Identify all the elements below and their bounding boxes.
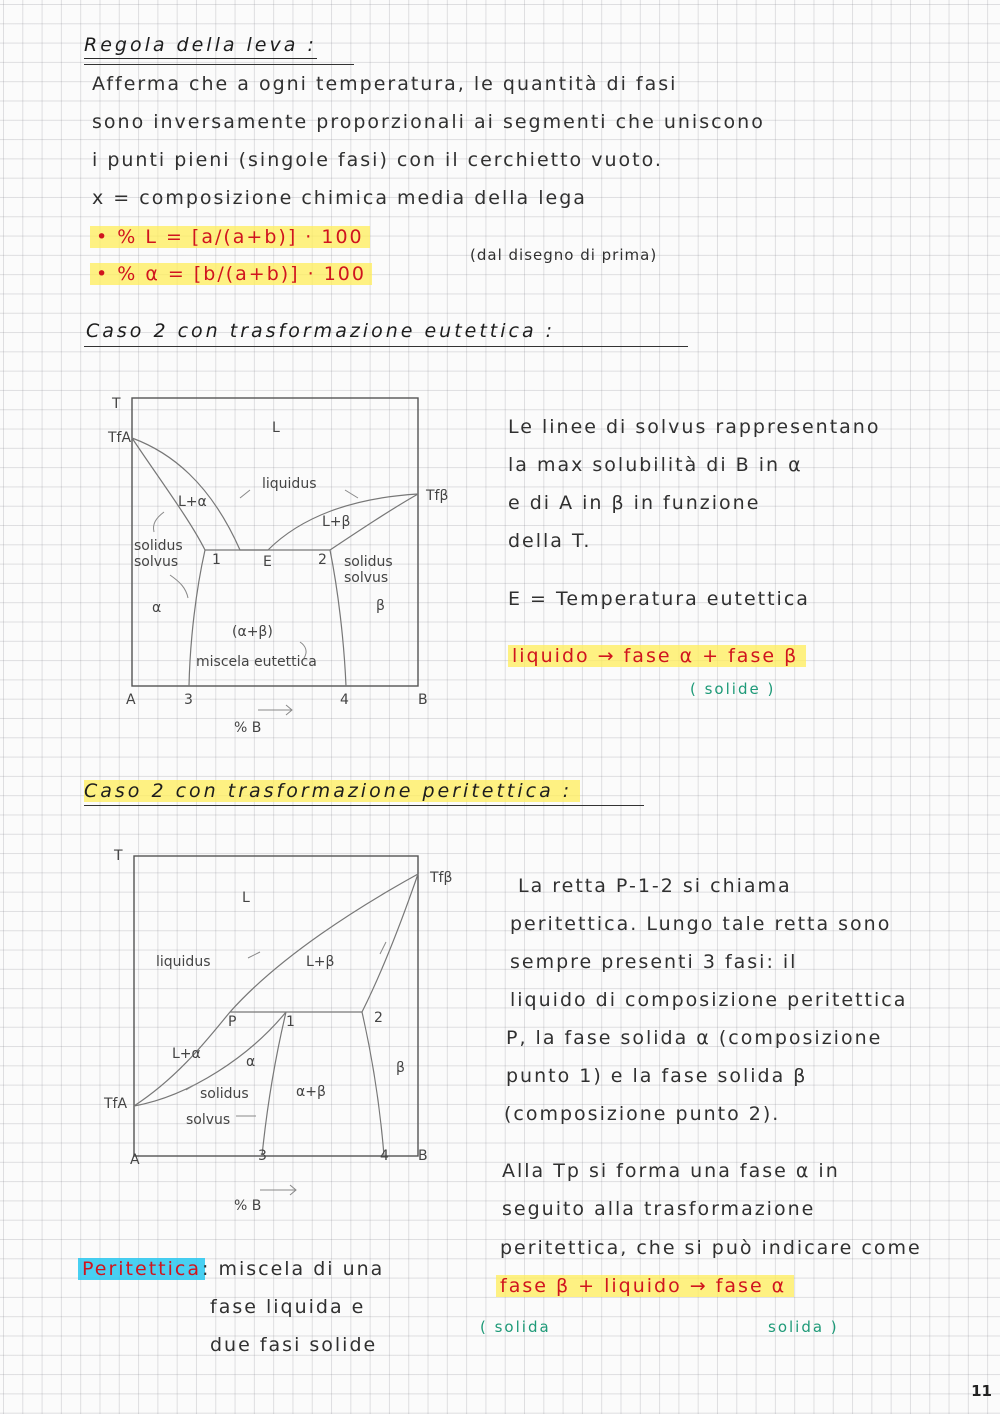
arrow-solidus (153, 512, 164, 532)
text-line: della T. (508, 530, 592, 552)
alpha-beta-region-label: (α+β) (232, 624, 273, 640)
formula-alpha-fraction: • % α = [b/(a+b)] · 100 (90, 263, 372, 285)
eutectic-temp-def: E = Temperatura eutettica (508, 588, 810, 610)
tfa-label: TfA (104, 1096, 128, 1112)
peritectic-reaction: fase β + liquido → fase α (496, 1275, 794, 1297)
section-title-regola-leva: Regola della leva : (84, 34, 317, 59)
liquidus-label: liquidus (262, 476, 317, 492)
text-line: La retta P-1-2 si chiama (518, 875, 792, 897)
eutectic-point-label: E (263, 554, 272, 570)
solidus-label: solidus (200, 1086, 249, 1102)
liquidus-curve (134, 874, 418, 1106)
liquidus-label: liquidus (156, 954, 211, 970)
text-line: punto 1) e la fase solida β (506, 1065, 808, 1087)
peritectic-point-label: P (228, 1014, 237, 1030)
term-definition-line: due fasi solide (210, 1334, 378, 1356)
term-definition-line: fase liquida e (210, 1296, 366, 1318)
text-line: seguito alla trasformazione (502, 1198, 816, 1220)
l-alpha-label: L+α (172, 1046, 201, 1062)
tfb-label: Tfβ (426, 488, 449, 504)
solvus-beta-curve (362, 1012, 384, 1156)
alpha-region-label: α (246, 1054, 256, 1070)
text-line: P, la fase solida α (composizione (506, 1027, 883, 1049)
arrow-l-beta (380, 942, 386, 954)
reaction-note: ( solide ) (690, 680, 776, 698)
formula-liquid-fraction: • % L = [a/(a+b)] · 100 (90, 226, 370, 248)
text-line: Afferma che a ogni temperatura, le quantità di fasi (92, 73, 678, 95)
text-line: liquido di composizione peritettica (510, 989, 908, 1011)
term-peritettica: Peritettica (78, 1258, 205, 1280)
formula-note: (dal disegno di prima) (470, 246, 658, 264)
page-number: 11 (971, 1382, 992, 1400)
term-definition-line: : miscela di una (202, 1258, 385, 1280)
arrow-pct-b (260, 1185, 296, 1195)
beta-region-label: β (376, 598, 385, 614)
liquid-region-label: L (272, 420, 280, 436)
pct-b-label: % B (234, 720, 262, 736)
axis-4-label: 4 (380, 1148, 389, 1164)
peritectic-phase-diagram (100, 846, 470, 1226)
beta-region-label: β (396, 1060, 405, 1076)
text-line: peritettica. Lungo tale retta sono (510, 913, 892, 935)
axis-b-label: B (418, 692, 428, 708)
axis-3-label: 3 (258, 1148, 267, 1164)
solvus-left-label: solvus (134, 554, 179, 570)
section-title-rule (84, 805, 644, 806)
text-line: Alla Tp si forma una fase α in (502, 1160, 840, 1182)
axis-b-label: B (418, 1148, 428, 1164)
axis-4-label: 4 (340, 692, 349, 708)
alpha-beta-region-label: α+β (296, 1084, 326, 1100)
text-line: e di A in β in funzione (508, 492, 761, 514)
text-line: sempre presenti 3 fasi: il (510, 951, 798, 973)
axis-t-label: T (114, 848, 123, 864)
pct-b-label: % B (234, 1198, 262, 1214)
alpha-region-label: α (152, 600, 162, 616)
point-2-label: 2 (374, 1010, 383, 1026)
axis-a-label: A (130, 1152, 140, 1168)
axis-3-label: 3 (184, 692, 193, 708)
text-line: la max solubilità di B in α (508, 454, 803, 476)
arrow-liquidus-l (240, 490, 250, 498)
point-1-label: 1 (286, 1014, 295, 1030)
solidus-left-label: solidus (134, 538, 183, 554)
text-line: peritettica, che si può indicare come (500, 1237, 922, 1259)
l-beta-label: L+β (322, 514, 351, 530)
arrow-liquidus (248, 952, 260, 958)
section-title-rule (84, 346, 688, 347)
solvus-label: solvus (186, 1112, 231, 1128)
eutectic-phase-diagram (100, 390, 470, 740)
eutectic-mixture-label: miscela eutettica (196, 654, 317, 670)
tfa-label: TfA (108, 430, 132, 446)
text-line: x = composizione chimica media della lega (92, 187, 587, 209)
text-line: Le linee di solvus rappresentano (508, 416, 881, 438)
arrow-alpha (170, 575, 188, 598)
solidus-beta-curve (362, 874, 418, 1012)
tfb-label: Tfβ (430, 870, 453, 886)
eutectic-reaction: liquido → fase α + fase β (508, 645, 806, 667)
diagram-frame (134, 856, 418, 1156)
section-title-eutettica: Caso 2 con trasformazione eutettica : (86, 320, 556, 342)
point-2-label: 2 (318, 552, 327, 568)
arrow-solidus (186, 1084, 196, 1090)
solida-note-left: ( solida (480, 1318, 551, 1336)
text-line: (composizione punto 2). (504, 1103, 781, 1125)
l-alpha-label: L+α (178, 494, 207, 510)
solvus-right-label: solvus (344, 570, 389, 586)
axis-a-label: A (126, 692, 136, 708)
arrow-liquidus-r (345, 490, 358, 498)
text-line: i punti pieni (singole fasi) con il cerchietto vuoto. (92, 149, 663, 171)
liquid-region-label: L (242, 890, 250, 906)
arrow-pct-b (258, 705, 292, 715)
solidus-right-label: solidus (344, 554, 393, 570)
axis-t-label: T (112, 396, 121, 412)
solida-note-right: solida ) (768, 1318, 839, 1336)
section-title-rule (84, 64, 354, 65)
text-line: sono inversamente proporzionali ai segmenti che uniscono (92, 111, 765, 133)
point-1-label: 1 (212, 552, 221, 568)
section-title-peritettica: Caso 2 con trasformazione peritettica : (84, 780, 580, 802)
l-beta-label: L+β (306, 954, 335, 970)
